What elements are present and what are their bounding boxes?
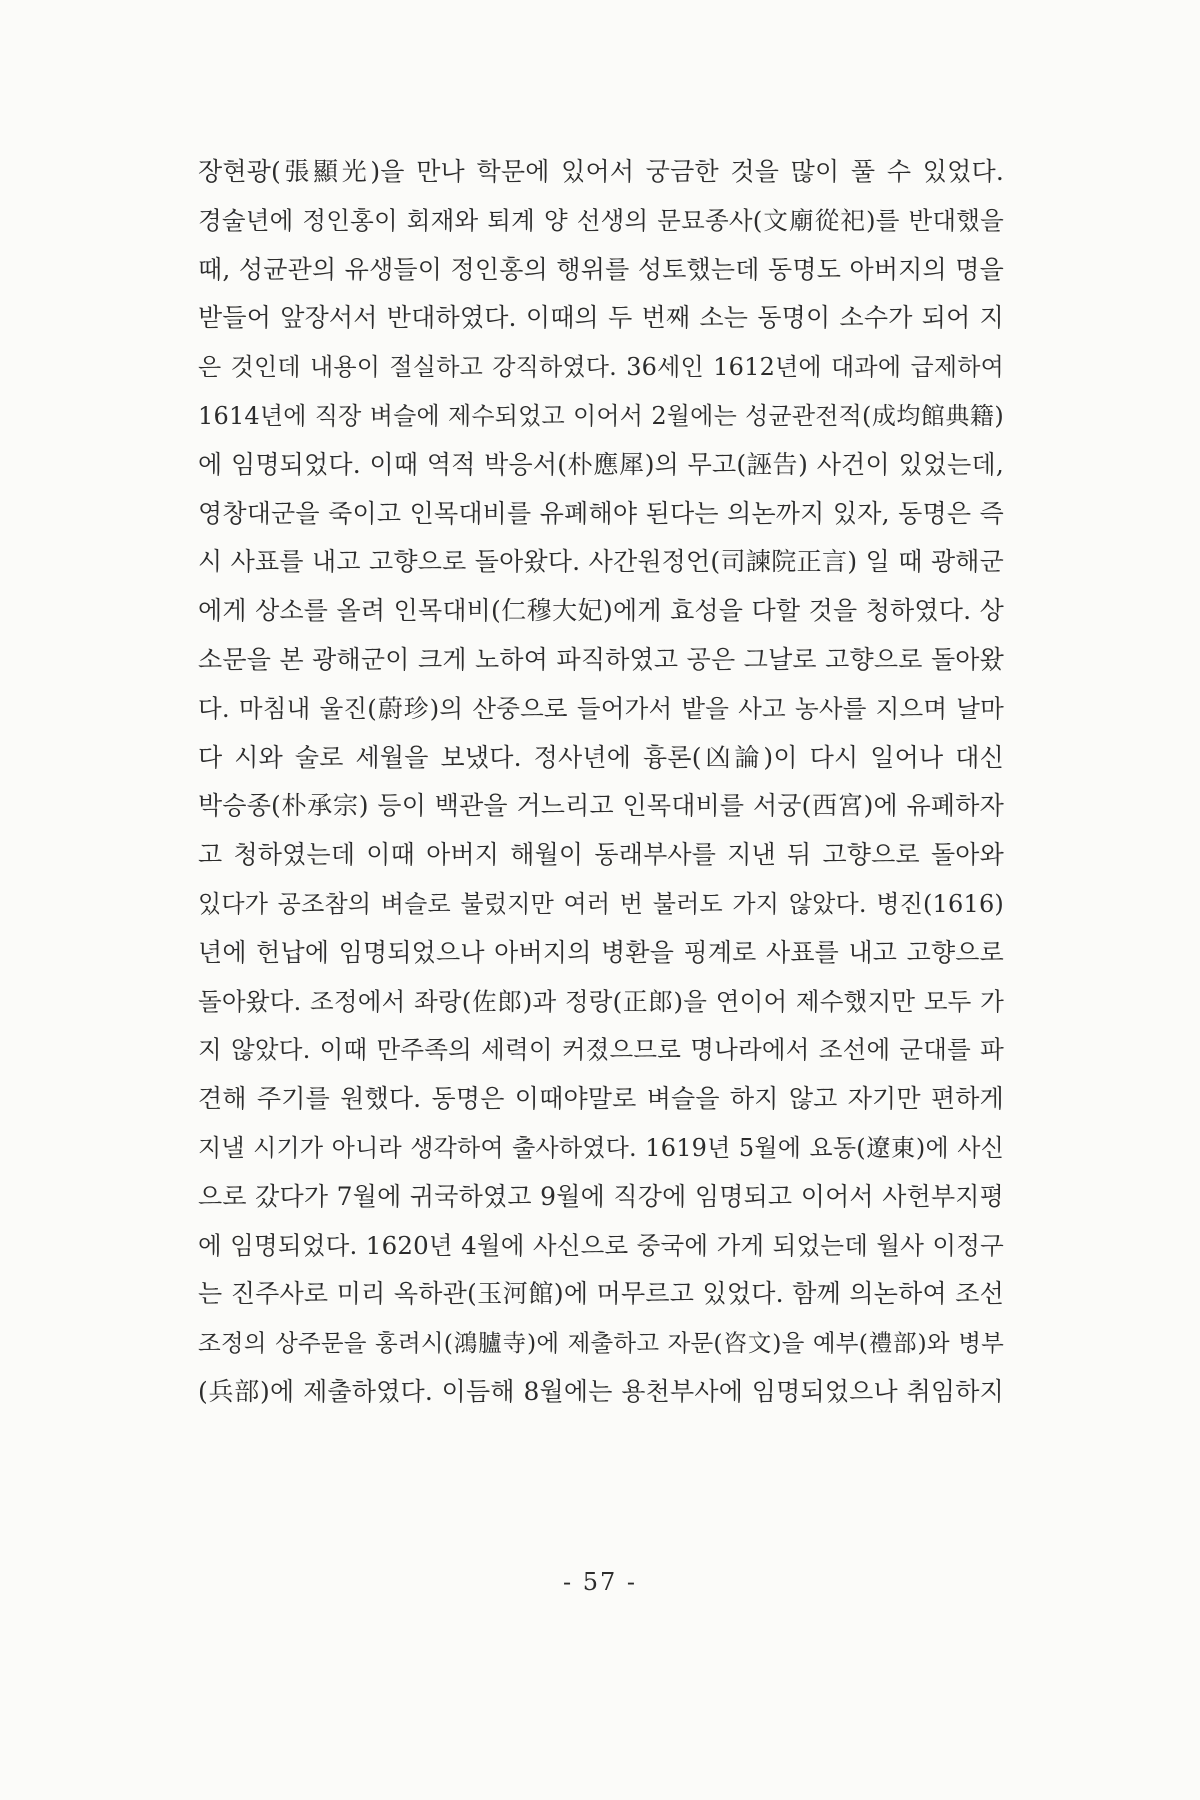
- text-line: 년에 헌납에 임명되었으나 아버지의 병환을 핑계로 사표를 내고 고향으로: [198, 937, 1004, 967]
- text-line: 에게 상소를 올려 인목대비(仁穆大妃)에게 효성을 다할 것을 청하였다. 상: [198, 596, 1004, 626]
- text-line: 받들어 앞장서서 반대하였다. 이때의 두 번째 소는 동명이 소수가 되어 지: [198, 303, 1004, 333]
- text-line: 견해 주기를 원했다. 동명은 이때야말로 벼슬을 하지 않고 자기만 편하게: [198, 1084, 1004, 1114]
- text-line: 돌아왔다. 조정에서 좌랑(佐郎)과 정랑(正郎)을 연이어 제수했지만 모두 가: [198, 986, 1004, 1016]
- text-line: 1614년에 직장 벼슬에 제수되었고 이어서 2월에는 성균관전적(成均館典籍): [198, 401, 1004, 430]
- text-line: 에 임명되었다. 1620년 4월에 사신으로 중국에 가게 되었는데 월사 이정구: [198, 1230, 1004, 1260]
- text-line: 다. 마침내 울진(蔚珍)의 산중으로 들어가서 밭을 사고 농사를 지으며 날마: [198, 693, 1004, 723]
- text-line: 시 사표를 내고 고향으로 돌아왔다. 사간원정언(司諫院正言) 일 때 광해군: [198, 547, 1004, 577]
- text-line: 는 진주사로 미리 옥하관(玉河館)에 머무르고 있었다. 함께 의논하여 조선: [198, 1279, 1004, 1309]
- text-line: 에 임명되었다. 이때 역적 박응서(朴應犀)의 무고(誣告) 사건이 있었는데,: [198, 449, 1004, 479]
- text-line: 다 시와 술로 세월을 보냈다. 정사년에 흉론(凶論)이 다시 일어나 대신: [198, 742, 1004, 772]
- text-line: 박승종(朴承宗) 등이 백관을 거느리고 인목대비를 서궁(西宮)에 유폐하자: [198, 791, 1004, 821]
- text-line: (兵部)에 제출하였다. 이듬해 8월에는 용천부사에 임명되었으나 취임하지: [198, 1376, 1004, 1406]
- page-number: - 57 -: [562, 1568, 637, 1596]
- text-line: 영창대군을 죽이고 인목대비를 유폐해야 된다는 의논까지 있자, 동명은 즉: [198, 498, 1004, 528]
- text-line: 소문을 본 광해군이 크게 노하여 파직하였고 공은 그날로 고향으로 돌아왔: [198, 644, 1004, 674]
- text-line: 경술년에 정인홍이 회재와 퇴계 양 선생의 문묘종사(文廟從祀)를 반대했을: [198, 205, 1004, 235]
- text-line: 있다가 공조참의 벼슬로 불렀지만 여러 번 불러도 가지 않았다. 병진(1616): [198, 889, 1004, 918]
- text-line: 지낼 시기가 아니라 생각하여 출사하였다. 1619년 5월에 요동(遼東)에 사신: [198, 1133, 1004, 1162]
- text-line: 은 것인데 내용이 절실하고 강직하였다. 36세인 1612년에 대과에 급제하여: [198, 353, 1004, 382]
- body-text: [198, 148, 1004, 1417]
- text-line: 때, 성균관의 유생들이 정인홍의 행위를 성토했는데 동명도 아버지의 명을: [198, 254, 1004, 284]
- text-line: 장현광(張顯光)을 만나 학문에 있어서 궁금한 것을 많이 풀 수 있었다.: [198, 157, 1004, 186]
- text-line: 으로 갔다가 7월에 귀국하였고 9월에 직강에 임명되고 이어서 사헌부지평: [198, 1181, 1004, 1211]
- text-line: 지 않았다. 이때 만주족의 세력이 커졌으므로 명나라에서 조선에 군대를 파: [198, 1035, 1004, 1065]
- text-line: 조정의 상주문을 홍려시(鴻臚寺)에 제출하고 자문(咨文)을 예부(禮部)와 병부: [198, 1329, 1004, 1358]
- text-line: 고 청하였는데 이때 아버지 해월이 동래부사를 지낸 뒤 고향으로 돌아와: [198, 840, 1004, 870]
